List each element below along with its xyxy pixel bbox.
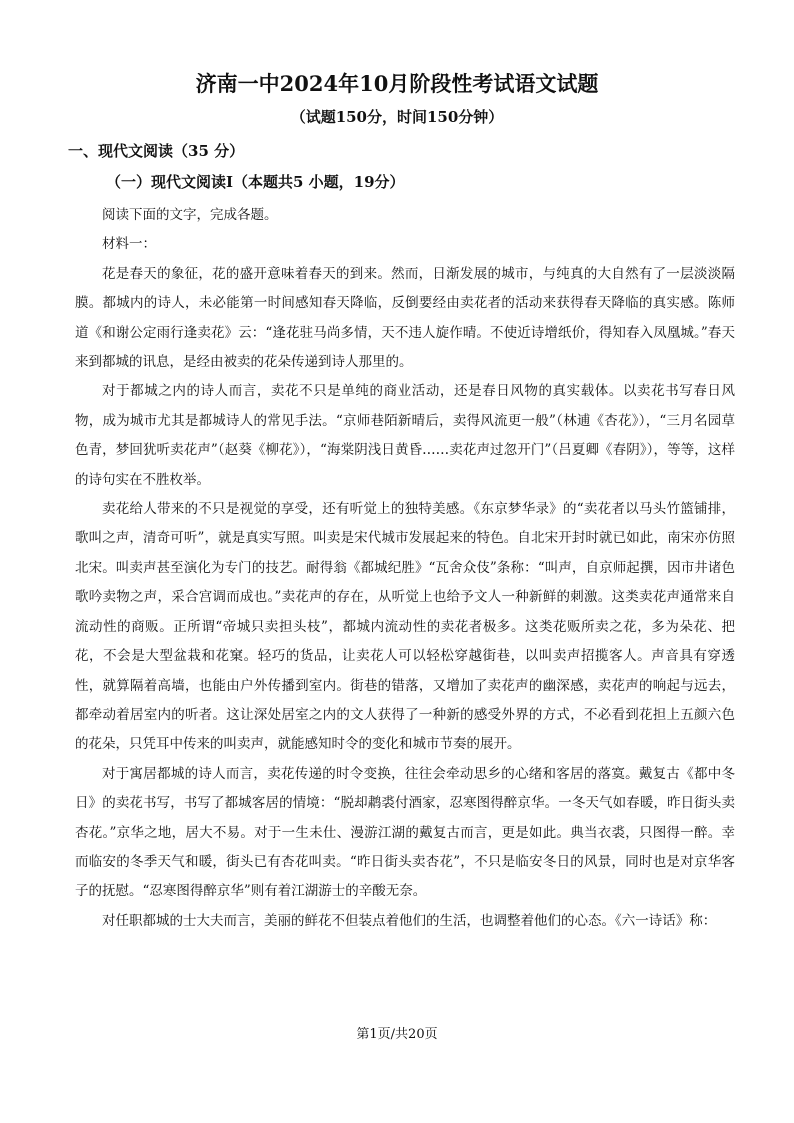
section-heading: 一、现代文阅读（35 分） [68,142,245,160]
passage-paragraph: 对于都城之内的诗人而言，卖花不只是单纯的商业活动，还是春日风物的真实载体。以卖花书写春日风物，成为城市尤其是都城诗人的常见手法。“京师巷陌新晴后，卖得风流更一般”（林逋《杏花》），“三月名园草色青，梦回犹听卖花声”（赵葵《柳花》），“海棠阴浅日黄昏……卖花声过忽开门”（吕夏卿《春阴》），等等，这样的诗句实在不胜枚举。 [75,383,735,488]
subsection-heading: （一）现代文阅读Ⅰ（本题共5 小题，19分） [106,173,405,191]
passage-paragraph: 花是春天的象征，花的盛开意味着春天的到来。然而，日渐发展的城市，与纯真的大自然有了一层淡淡隔膜。都城内的诗人，未必能第一时间感知春天降临，反倒要经由卖花者的活动来获得春天降临的真实感。陈师道《和谢公定雨行逢卖花》云：“逢花驻马尚多情，天不违人旋作晴。不使近诗增纸价，得知春入凤凰城。”春天来到都城的讯息，是经由被卖的花朵传递到诗人那里的。 [75,265,735,371]
instruction-paragraph: 阅读下面的文字，完成各题。 [102,207,278,223]
material-label: 材料一： [102,236,156,253]
exam-info: （试题150分，时间150分钟） [290,108,504,126]
passage-paragraph: 卖花给人带来的不只是视觉的享受，还有听觉上的独特美感。《东京梦华录》的“卖花者以马头竹篮铺排，歌叫之声，清奇可听”，就是真实写照。叫卖是宋代城市发展起来的特色。自北宋开封时就已如此，南宋亦仿照北宋。叫卖声甚至演化为专门的技艺。耐得翁《都城纪胜》“瓦舍众伎”条称：“叫声，自京师起撰，因市井诸色歌吟卖物之声，采合宫调而成也。”卖花声的存在，从听觉上也给予文人一种新鲜的刺激。这类卖花声通常来自流动性的商贩。正所谓“帝城只卖担头枝”，都城内流动性的卖花者极多。这类花贩所卖之花，多为朵花、把花，不会是大型盆栽和花窠。轻巧的货品，让卖花人可以轻松穿越街巷，以叫卖声招揽客人。声音具有穿透性，就算隔着高墙，也能由户外传播到室内。街巷的错落，又增加了卖花声的幽深感，卖花声的响起与远去，都牵动着居室内的听者。这让深处居室之内的文人获得了一种新的感受外界的方式，不必看到花担上五颜六色的花朵，只凭耳中传来的叫卖声，就能感知时令的变化和城市节奏的展开。 [75,501,735,753]
reading-passage [75,201,735,936]
page-number: 第1页/共20页 [356,1027,438,1042]
passage-paragraph: 对任职都城的士大夫而言，美丽的鲜花不但装点着他们的生活，也调整着他们的心态。《六一诗话》称： [102,912,717,929]
passage-paragraph: 对于寓居都城的诗人而言，卖花传递的时令变换，往往会牵动思乡的心绪和客居的落寞。戴复古《都中冬日》的卖花书写，书写了都城客居的情境：“脱却鹔裘付酒家，忍寒图得醉京华。一冬天气如春暖，昨日街头卖杏花。”京华之地，居大不易。对于一生未仕、漫游江湖的戴复古而言，更是如此。典当衣裘，只图得一醉。幸而临安的冬季天气和暖，街头已有杏花叫卖。“昨日街头卖杏花”，不只是临安冬日的风景，同时也是对京华客子的抚慰。“忍寒图得醉京华”则有着江湖游士的辛酸无奈。 [75,765,735,900]
page-title: 济南一中2024年10月阶段性考试语文试题 [195,71,599,96]
